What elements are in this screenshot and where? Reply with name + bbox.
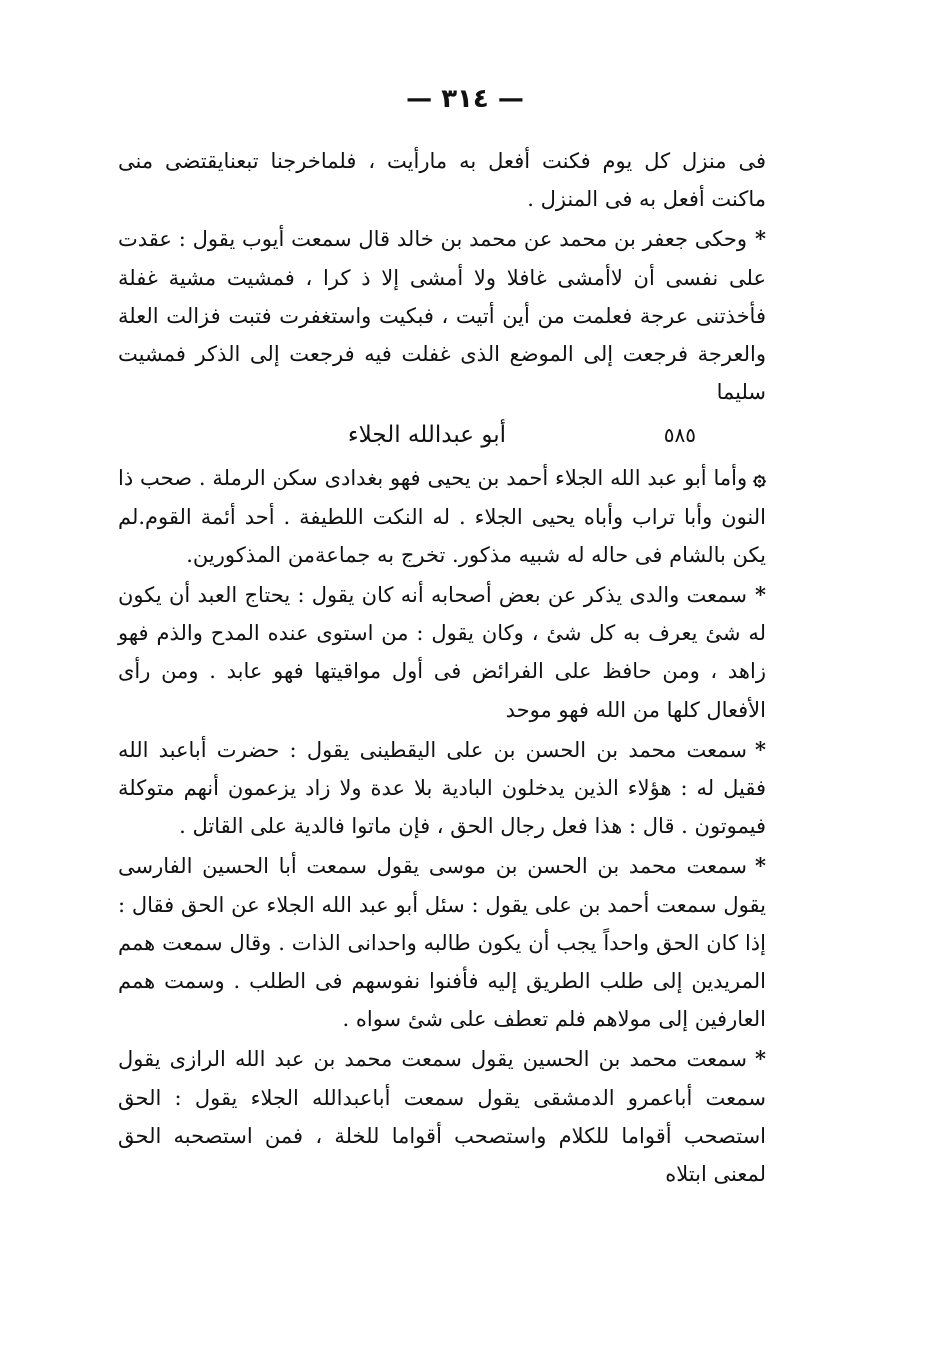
paragraph-marker: * [755,582,766,608]
paragraph-marker: * [755,1046,766,1072]
paragraph-text: سمعت محمد بن الحسين يقول سمعت محمد بن عبد الله الرازى يقول سمعت أباعمرو الدمشقى يقول سمعت أباعبدالله الجلاء يقول : الحق استصحب أقواما للكلام واستصحب أقواما للخلة ، فمن استصحبه الحق لمعنى ابتلاه [118,1047,766,1187]
entry-title: أبو عبدالله الجلاء [347,422,506,449]
paragraph-yaqtini [118,731,766,846]
paragraph-sayings [118,576,766,729]
page-text [118,142,766,1195]
paragraph-al-haqq [118,847,766,1038]
paragraph-text: وحكى جعفر بن محمد عن محمد بن خالد قال سمعت أيوب يقول : عقدت على نفسى أن لاأمشى غافلا ولا أمشى إلا ذ كرا ، فمشيت مشية غفلة فأخذتنى عرجة فعلمت من أين أتيت ، فبكيت واستغفرت فتبت فزالت العلة والعرجة فرجعت إلى الموضع الذى غفلت فيه فرجعت إلى الذكر فمشيت سليما [118,227,766,405]
paragraph-text: وأما أبو عبد الله الجلاء أحمد بن يحيى فهو بغدادى سكن الرملة . صحب ذا النون وأبا تراب وأباه يحيى الجلاء . له النكت اللطيفة . أحد أئمة القوم.لم يكن بالشام فى حاله له شبيه مذكور. تخرج به جماعةمن المذكورين. [118,466,766,567]
paragraph-continuation: فى منزل كل يوم فكنت أفعل به مارأيت ، فلماخرجنا تبعنايقتضى منى ماكنت أفعل به فى المنزل . [118,149,766,212]
paragraph-marker: * [755,736,766,762]
entry-number: ٥٨٥ [663,423,696,448]
paragraph-text: سمعت محمد بن الحسن بن موسى يقول سمعت أبا الحسين الفارسى يقول سمعت أحمد بن على يقول : سئل أبو عبد الله الجلاء عن الحق فقال : إذا كان الحق واحداً يجب أن يكون طالبه واحدانى الذات . وقال سمعت همم المريدين إلى طلب الطريق إليه فأفنوا نفوسهم فى الطلب . وسمت همم العارفين إلى مولاهم فلم تعطف على شئ سواه . [118,854,766,1032]
entry-heading [118,413,766,457]
paragraph-text: سمعت محمد بن الحسن بن على اليقطينى يقول : حضرت أباعبد الله فقيل له : هؤلاء الذين يدخلون البادية بلا عدة ولا زاد يزعمون أنهم متوكلة فيموتون . قال : هذا فعل رجال الحق ، فإن ماتوا فالدية على القاتل . [118,737,766,839]
paragraph-razi [118,1040,766,1193]
paragraph-marker: * [755,226,766,252]
paragraph-marker: * [755,853,766,879]
entry-start-mark: ۞ [753,465,766,492]
paragraph-ayyub [118,220,766,411]
paragraph-text: سمعت والدى يذكر عن بعض أصحابه أنه كان يقول : يحتاج العبد أن يكون له شئ يعرف به كل شئ ، وكان يقول : من استوى عنده المدح والذم فهو زاهد ، ومن حافظ على الفرائض فى أول مواقيتها فهو عابد . ومن رأى الأفعال كلها من الله فهو موحد [118,583,766,722]
paragraph-biography [118,459,766,574]
page-number: — ٣١٤ — [406,84,524,114]
